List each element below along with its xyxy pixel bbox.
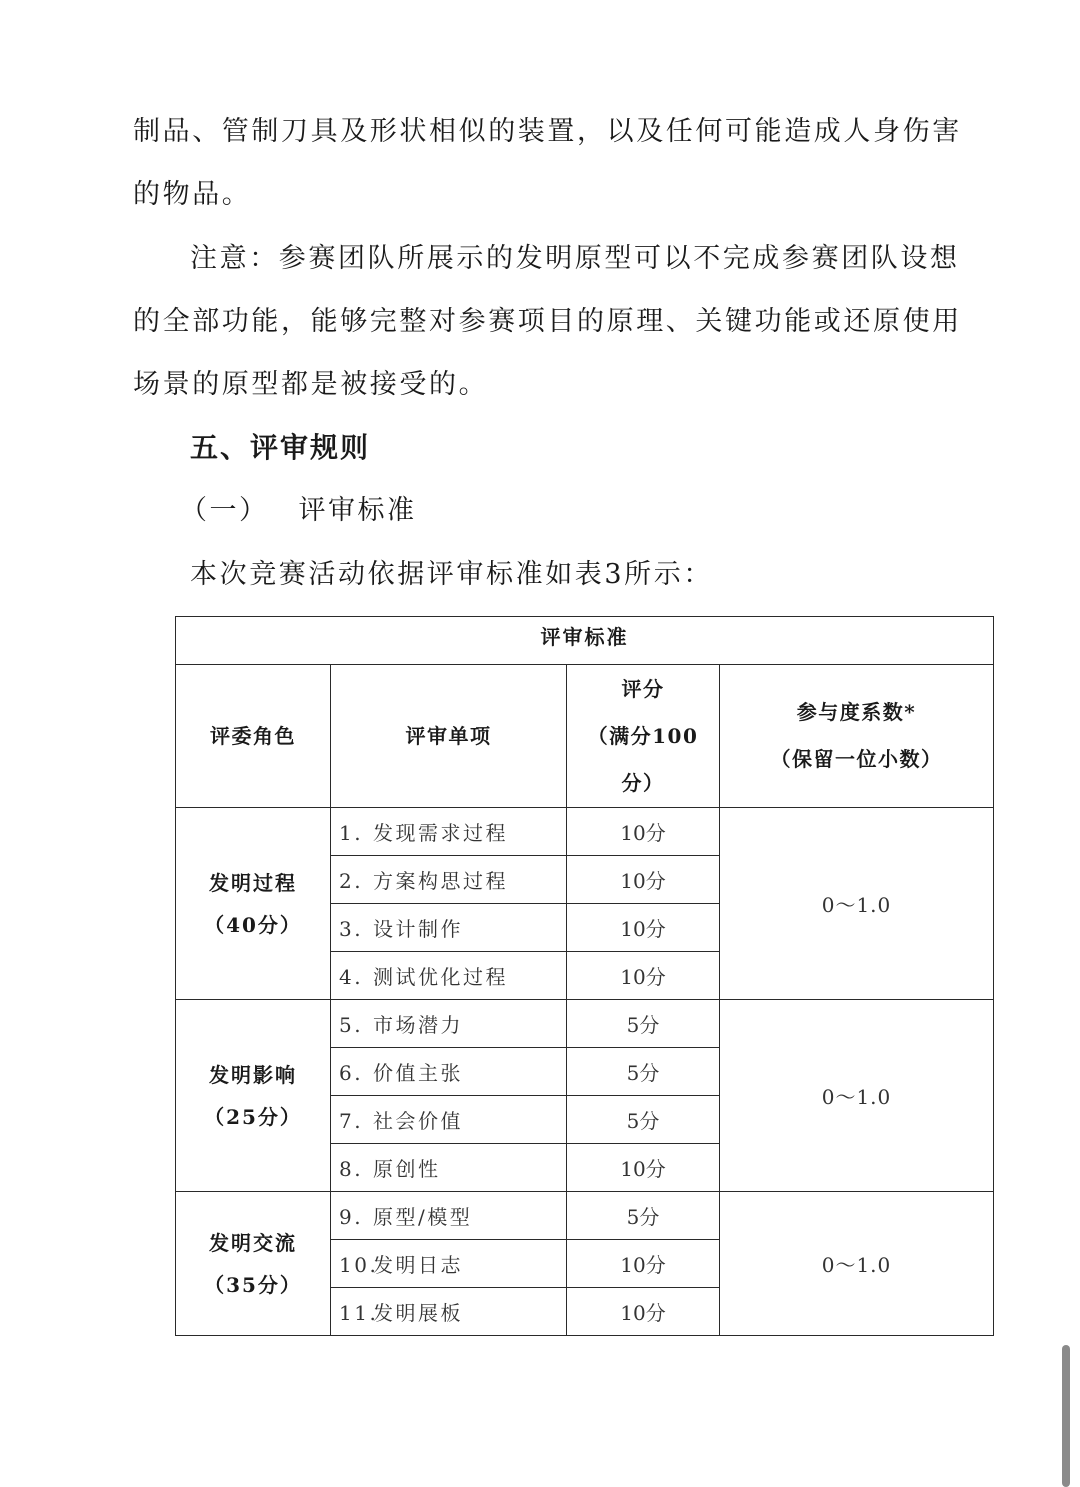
paragraph-line: 场景的原型都是被接受的。 (133, 369, 489, 400)
item-cell (331, 1240, 567, 1288)
group-cell (176, 1192, 331, 1336)
group-name: 发明交流 (209, 1230, 297, 1255)
item-cell (331, 1144, 567, 1192)
header-score-line: （满分100 (587, 723, 699, 748)
item-name: 发明展板 (373, 1301, 463, 1325)
score-cell: 10分 (567, 1144, 720, 1192)
item-name: 原型/模型 (373, 1205, 473, 1229)
coefficient-cell: 0～1.0 (720, 1000, 994, 1192)
item-name: 发明日志 (373, 1253, 463, 1277)
paragraph-line: 注意：参赛团队所展示的发明原型可以不完成参赛团队设想 (190, 243, 960, 274)
table-row (176, 1192, 994, 1240)
item-index: 1. (339, 821, 364, 845)
table-row (176, 1000, 994, 1048)
group-points: （25分） (204, 1104, 302, 1129)
item-index: 10. (339, 1253, 379, 1277)
group-cell (176, 808, 331, 1000)
item-cell (331, 1096, 567, 1144)
item-cell (331, 1000, 567, 1048)
item-index: 6. (339, 1061, 364, 1085)
score-cell: 5分 (567, 1096, 720, 1144)
criteria-table (175, 616, 994, 1336)
header-role: 评委角色 (176, 665, 331, 808)
item-name: 市场潜力 (373, 1013, 463, 1037)
subsection-heading (180, 493, 417, 529)
item-cell (331, 1048, 567, 1096)
vertical-scrollbar[interactable] (1062, 1345, 1070, 1487)
group-cell (176, 1000, 331, 1192)
header-coef-line: 参与度系数* (796, 700, 917, 724)
header-item: 评审单项 (331, 665, 567, 808)
paragraph-line: 的全部功能，能够完整对参赛项目的原理、关键功能或还原使用 (133, 306, 962, 337)
header-score-line: 分） (621, 770, 665, 795)
item-cell (331, 904, 567, 952)
item-cell (331, 1288, 567, 1336)
item-index: 8. (339, 1157, 364, 1181)
score-cell: 10分 (567, 904, 720, 952)
header-coefficient (720, 665, 994, 808)
item-cell (331, 952, 567, 1000)
group-name: 发明影响 (209, 1062, 297, 1087)
paragraph-line: 制品、管制刀具及形状相似的装置，以及任何可能造成人身伤害 (133, 116, 962, 147)
header-score (567, 665, 720, 808)
subsection-number: （一） (180, 495, 269, 526)
item-index: 4. (339, 965, 364, 989)
score-cell: 10分 (567, 1288, 720, 1336)
item-name: 发现需求过程 (373, 821, 508, 845)
score-cell: 5分 (567, 1000, 720, 1048)
item-cell (331, 808, 567, 856)
item-index: 7. (339, 1109, 364, 1133)
table-title: 评审标准 (176, 617, 994, 665)
item-name: 社会价值 (373, 1109, 463, 1133)
item-name: 测试优化过程 (373, 965, 508, 989)
item-name: 价值主张 (373, 1061, 463, 1085)
item-cell (331, 856, 567, 904)
item-index: 11. (339, 1301, 379, 1325)
score-cell: 10分 (567, 808, 720, 856)
item-name: 设计制作 (373, 917, 463, 941)
item-cell (331, 1192, 567, 1240)
item-name: 方案构思过程 (373, 869, 508, 893)
coefficient-cell: 0～1.0 (720, 808, 994, 1000)
coefficient-cell: 0～1.0 (720, 1192, 994, 1336)
score-cell: 5分 (567, 1048, 720, 1096)
paragraph-line: 的物品。 (133, 179, 252, 210)
item-index: 9. (339, 1205, 364, 1229)
item-index: 5. (339, 1013, 364, 1037)
item-name: 原创性 (373, 1157, 441, 1181)
subsection-title: 评审标准 (298, 495, 417, 526)
item-index: 3. (339, 917, 364, 941)
section-heading: 五、评审规则 (190, 431, 371, 464)
score-cell: 5分 (567, 1192, 720, 1240)
score-cell: 10分 (567, 1240, 720, 1288)
group-name: 发明过程 (209, 870, 297, 895)
header-coef-line: （保留一位小数） (770, 747, 943, 771)
table-row (176, 808, 994, 856)
item-index: 2. (339, 869, 364, 893)
score-cell: 10分 (567, 856, 720, 904)
group-points: （35分） (204, 1272, 302, 1297)
table-intro: 本次竞赛活动依据评审标准如表3所示： (190, 559, 713, 590)
header-score-line: 评分 (621, 676, 665, 701)
score-cell: 10分 (567, 952, 720, 1000)
group-points: （40分） (204, 912, 302, 937)
